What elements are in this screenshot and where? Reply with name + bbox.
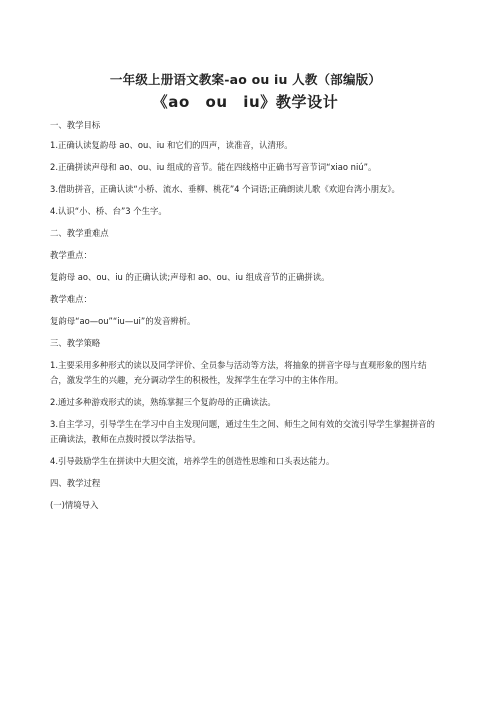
document-body <box>50 118 441 513</box>
strategy-2: 2.通过多种游戏形式的读，熟练掌握三个复韵母的正确读法。 <box>50 397 276 407</box>
objective-3: 3.借助拼音，正确认读“小桥、流水、垂柳、桃花”4 个词语;正确朗读儿歌《欢迎台湾小朋友》。 <box>50 184 400 194</box>
key-point-label: 教学重点： <box>50 250 92 260</box>
difficulty-text: 复韵母“ao—ou”“iu—ui”的发音辨析。 <box>50 316 196 326</box>
section-heading-key-points: 二、教学重难点 <box>50 228 109 238</box>
objective-4: 4.认识“小、桥、台”3 个生字。 <box>50 206 167 216</box>
process-subheading-intro: (一)情境导入 <box>50 500 99 510</box>
section-heading-objectives: 一、教学目标 <box>50 120 101 130</box>
objective-2: 2.正确拼读声母和 ao、ou、iu 组成的音节。能在四线格中正确书写音节词“xiao niú”。 <box>50 162 377 172</box>
strategy-4: 4.引导鼓励学生在拼读中大胆交流，培养学生的创造性思维和口头表达能力。 <box>50 456 335 466</box>
strategy-3: 3.自主学习，引导学生在学习中自主发现问题，通过生生之间、师生之间有效的交流引导学生掌握拼音的正确读法，教师在点拨时授以学法指导。 <box>50 419 435 444</box>
document-subtitle: 《ao ou iu》教学设计 <box>152 93 339 111</box>
section-heading-strategies: 三、教学策略 <box>50 338 101 348</box>
strategy-1: 1.主要采用多种形式的读以及同学评价、全员参与活动等方法，将抽象的拼音字母与直观形象的图片结合，激发学生的兴趣，充分调动学生的积极性，发挥学生在学习中的主体作用。 <box>50 360 427 385</box>
difficulty-label: 教学难点： <box>50 294 92 304</box>
section-heading-process: 四、教学过程 <box>50 478 101 488</box>
key-point-text: 复韵母 ao、ou、iu 的正确认读;声母和 ao、ou、iu 组成音节的正确拼读。 <box>50 272 330 282</box>
objective-1: 1.正确认读复韵母 ao、ou、iu 和它们的四声，读准音，认清形。 <box>50 140 293 150</box>
document-title: 一年级上册语文教案-ao ou iu 人教（部编版） <box>109 72 382 87</box>
